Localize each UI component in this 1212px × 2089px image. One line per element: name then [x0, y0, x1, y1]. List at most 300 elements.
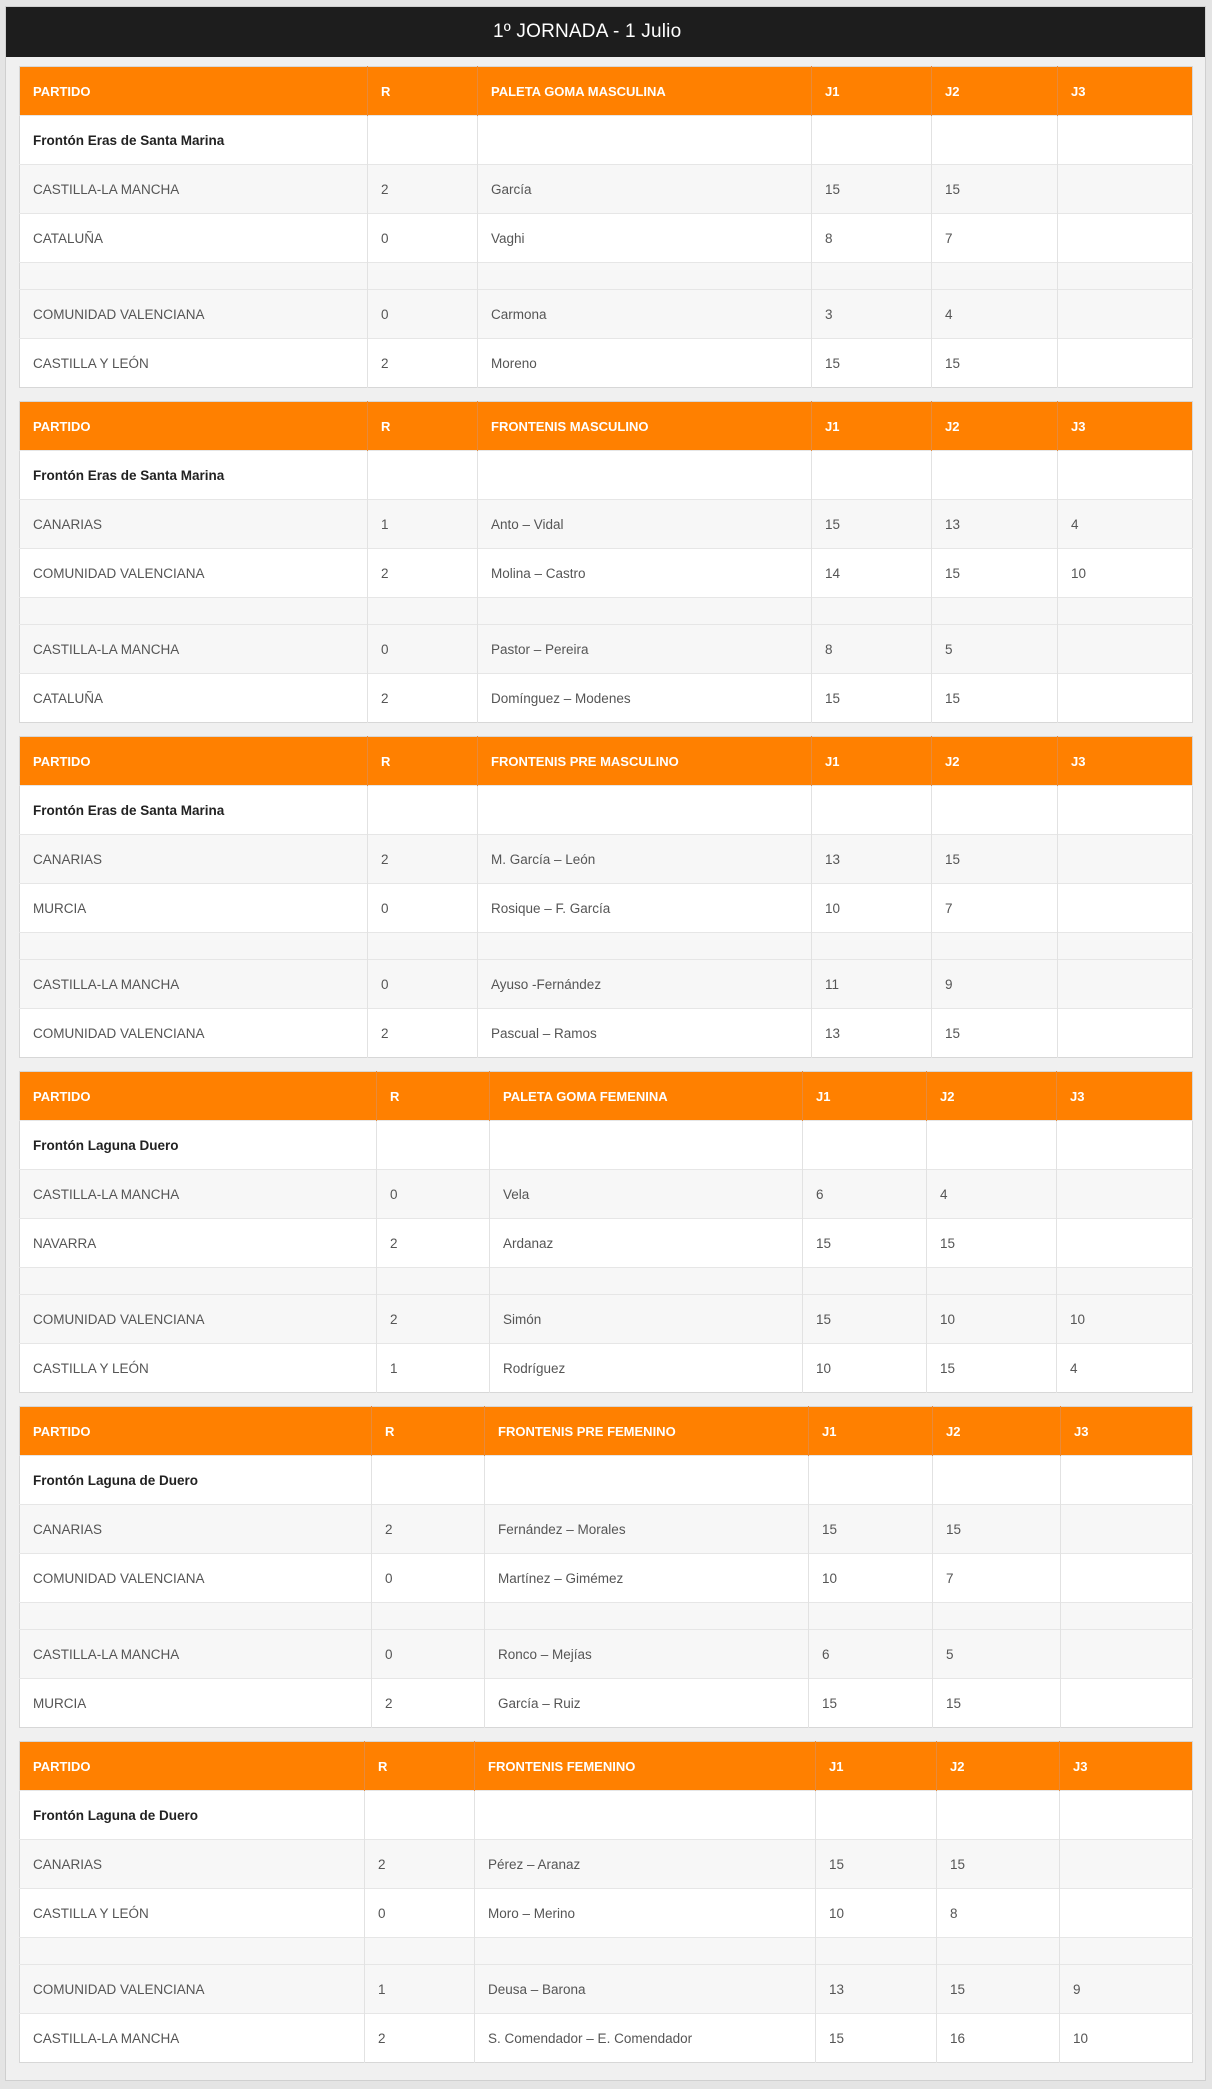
column-header-players: PALETA GOMA MASCULINA — [478, 67, 812, 116]
cell-game1: 8 — [812, 625, 932, 674]
spacer-row — [20, 933, 1193, 960]
empty-cell — [485, 1456, 809, 1505]
empty-cell — [812, 933, 932, 960]
column-header-game1: J1 — [816, 1742, 937, 1791]
table-row — [20, 884, 1193, 933]
cell-result: 2 — [372, 1679, 485, 1728]
spacer-row — [20, 1603, 1193, 1630]
cell-team: CASTILLA-LA MANCHA — [20, 2014, 365, 2063]
empty-cell — [372, 1603, 485, 1630]
cell-game1: 13 — [812, 1009, 932, 1058]
cell-game2: 10 — [927, 1295, 1057, 1344]
cell-players: Rosique – F. García — [478, 884, 812, 933]
cell-game3: 9 — [1060, 1965, 1193, 2014]
header-row — [20, 402, 1193, 451]
venue-row — [20, 786, 1193, 835]
cell-game2: 15 — [937, 1840, 1060, 1889]
empty-cell — [1058, 598, 1193, 625]
empty-cell — [1058, 116, 1193, 165]
empty-cell — [932, 598, 1058, 625]
empty-cell — [368, 933, 478, 960]
cell-game1: 13 — [812, 835, 932, 884]
cell-players: Simón — [490, 1295, 803, 1344]
cell-team: CASTILLA-LA MANCHA — [20, 960, 368, 1009]
cell-game2: 9 — [932, 960, 1058, 1009]
cell-game3 — [1061, 1630, 1193, 1679]
cell-game2: 15 — [927, 1344, 1057, 1393]
empty-cell — [475, 1938, 816, 1965]
empty-cell — [937, 1938, 1060, 1965]
column-header-game1: J1 — [812, 737, 932, 786]
spacer-row — [20, 263, 1193, 290]
cell-result: 2 — [368, 165, 478, 214]
cell-team: CASTILLA-LA MANCHA — [20, 1630, 372, 1679]
column-header-result: R — [368, 67, 478, 116]
cell-players: S. Comendador – E. Comendador — [475, 2014, 816, 2063]
table-row — [20, 1840, 1193, 1889]
cell-result: 0 — [372, 1630, 485, 1679]
cell-game2: 16 — [937, 2014, 1060, 2063]
empty-cell — [377, 1121, 490, 1170]
column-header-team: PARTIDO — [20, 1407, 372, 1456]
cell-team: COMUNIDAD VALENCIANA — [20, 1965, 365, 2014]
empty-cell — [20, 598, 368, 625]
cell-game3 — [1058, 290, 1193, 339]
table-row — [20, 290, 1193, 339]
cell-result: 0 — [365, 1889, 475, 1938]
column-header-game2: J2 — [932, 67, 1058, 116]
empty-cell — [927, 1121, 1057, 1170]
cell-game3 — [1057, 1219, 1193, 1268]
cell-team: COMUNIDAD VALENCIANA — [20, 290, 368, 339]
table-row — [20, 2014, 1193, 2063]
table-row — [20, 674, 1193, 723]
cell-team: COMUNIDAD VALENCIANA — [20, 549, 368, 598]
empty-cell — [812, 451, 932, 500]
cell-game3 — [1058, 625, 1193, 674]
empty-cell — [20, 1603, 372, 1630]
spacer-row — [20, 598, 1193, 625]
venue-row — [20, 1121, 1193, 1170]
cell-game3 — [1061, 1554, 1193, 1603]
cell-game2: 7 — [932, 884, 1058, 933]
empty-cell — [490, 1268, 803, 1295]
venue-name: Frontón Eras de Santa Marina — [20, 451, 368, 500]
cell-players: Deusa – Barona — [475, 1965, 816, 2014]
table-row — [20, 1889, 1193, 1938]
results-table — [19, 66, 1193, 388]
empty-cell — [20, 1268, 377, 1295]
column-header-result: R — [372, 1407, 485, 1456]
cell-game2: 5 — [933, 1630, 1061, 1679]
header-row — [20, 67, 1193, 116]
cell-team: CASTILLA-LA MANCHA — [20, 625, 368, 674]
cell-game3 — [1058, 214, 1193, 263]
column-header-players: FRONTENIS FEMENINO — [475, 1742, 816, 1791]
cell-game3 — [1058, 165, 1193, 214]
cell-game3 — [1058, 884, 1193, 933]
empty-cell — [1057, 1268, 1193, 1295]
empty-cell — [490, 1121, 803, 1170]
cell-game2: 15 — [927, 1219, 1057, 1268]
cell-game1: 6 — [803, 1170, 927, 1219]
column-header-game1: J1 — [809, 1407, 933, 1456]
cell-game3 — [1058, 674, 1193, 723]
header-row — [20, 1072, 1193, 1121]
table-row — [20, 1344, 1193, 1393]
table-row — [20, 214, 1193, 263]
cell-result: 2 — [368, 339, 478, 388]
empty-cell — [932, 116, 1058, 165]
venue-row — [20, 451, 1193, 500]
cell-result: 0 — [377, 1170, 490, 1219]
empty-cell — [485, 1603, 809, 1630]
empty-cell — [812, 786, 932, 835]
cell-team: MURCIA — [20, 884, 368, 933]
empty-cell — [478, 786, 812, 835]
cell-players: Carmona — [478, 290, 812, 339]
empty-cell — [478, 598, 812, 625]
cell-players: Anto – Vidal — [478, 500, 812, 549]
empty-cell — [803, 1121, 927, 1170]
column-header-result: R — [365, 1742, 475, 1791]
column-header-players: PALETA GOMA FEMENINA — [490, 1072, 803, 1121]
cell-game3 — [1061, 1505, 1193, 1554]
venue-row — [20, 116, 1193, 165]
column-header-game2: J2 — [933, 1407, 1061, 1456]
cell-game1: 10 — [809, 1554, 933, 1603]
cell-result: 0 — [368, 290, 478, 339]
venue-name: Frontón Eras de Santa Marina — [20, 786, 368, 835]
cell-game2: 4 — [927, 1170, 1057, 1219]
cell-game1: 15 — [812, 165, 932, 214]
cell-result: 1 — [377, 1344, 490, 1393]
cell-game2: 15 — [932, 165, 1058, 214]
cell-team: CANARIAS — [20, 500, 368, 549]
cell-result: 2 — [368, 674, 478, 723]
column-header-game3: J3 — [1061, 1407, 1193, 1456]
empty-cell — [20, 1938, 365, 1965]
empty-cell — [368, 786, 478, 835]
empty-cell — [1058, 786, 1193, 835]
cell-game2: 8 — [937, 1889, 1060, 1938]
spacer-row — [20, 1268, 1193, 1295]
cell-game1: 10 — [812, 884, 932, 933]
empty-cell — [932, 933, 1058, 960]
cell-game3 — [1060, 1889, 1193, 1938]
table-row — [20, 1679, 1193, 1728]
column-header-result: R — [368, 737, 478, 786]
empty-cell — [927, 1268, 1057, 1295]
results-table — [19, 736, 1193, 1058]
cell-team: CANARIAS — [20, 1505, 372, 1554]
cell-team: COMUNIDAD VALENCIANA — [20, 1009, 368, 1058]
empty-cell — [475, 1791, 816, 1840]
column-header-players: FRONTENIS PRE MASCULINO — [478, 737, 812, 786]
empty-cell — [1057, 1121, 1193, 1170]
header-row — [20, 1742, 1193, 1791]
column-header-result: R — [377, 1072, 490, 1121]
cell-game3 — [1061, 1679, 1193, 1728]
cell-result: 2 — [368, 1009, 478, 1058]
cell-result: 0 — [368, 214, 478, 263]
table-row — [20, 835, 1193, 884]
cell-players: Pérez – Aranaz — [475, 1840, 816, 1889]
venue-name: Frontón Laguna de Duero — [20, 1456, 372, 1505]
cell-game3 — [1057, 1170, 1193, 1219]
empty-cell — [365, 1791, 475, 1840]
table-row — [20, 1554, 1193, 1603]
table-row — [20, 1630, 1193, 1679]
cell-game3: 10 — [1060, 2014, 1193, 2063]
empty-cell — [1058, 263, 1193, 290]
empty-cell — [812, 116, 932, 165]
column-header-game2: J2 — [937, 1742, 1060, 1791]
cell-players: García – Ruiz — [485, 1679, 809, 1728]
empty-cell — [368, 598, 478, 625]
column-header-game2: J2 — [932, 402, 1058, 451]
empty-cell — [1061, 1456, 1193, 1505]
table-row — [20, 1505, 1193, 1554]
column-header-players: FRONTENIS MASCULINO — [478, 402, 812, 451]
table-row — [20, 1295, 1193, 1344]
empty-cell — [377, 1268, 490, 1295]
cell-players: Vela — [490, 1170, 803, 1219]
empty-cell — [816, 1791, 937, 1840]
cell-players: Molina – Castro — [478, 549, 812, 598]
table-row — [20, 1219, 1193, 1268]
cell-game1: 15 — [812, 674, 932, 723]
results-table — [19, 1071, 1193, 1393]
empty-cell — [812, 598, 932, 625]
results-sections — [6, 57, 1205, 2063]
cell-players: Ronco – Mejías — [485, 1630, 809, 1679]
cell-result: 2 — [372, 1505, 485, 1554]
cell-players: Domínguez – Modenes — [478, 674, 812, 723]
cell-result: 2 — [365, 2014, 475, 2063]
cell-game1: 15 — [809, 1679, 933, 1728]
empty-cell — [368, 263, 478, 290]
column-header-game1: J1 — [812, 67, 932, 116]
empty-cell — [816, 1938, 937, 1965]
cell-players: Pastor – Pereira — [478, 625, 812, 674]
cell-team: CASTILLA Y LEÓN — [20, 339, 368, 388]
cell-result: 0 — [368, 884, 478, 933]
cell-team: CASTILLA-LA MANCHA — [20, 1170, 377, 1219]
cell-game1: 3 — [812, 290, 932, 339]
cell-game3: 10 — [1058, 549, 1193, 598]
cell-team: CASTILLA Y LEÓN — [20, 1344, 377, 1393]
table-row — [20, 165, 1193, 214]
cell-game1: 10 — [803, 1344, 927, 1393]
empty-cell — [937, 1791, 1060, 1840]
empty-cell — [809, 1603, 933, 1630]
results-table — [19, 401, 1193, 723]
cell-result: 2 — [377, 1219, 490, 1268]
column-header-team: PARTIDO — [20, 737, 368, 786]
column-header-game1: J1 — [803, 1072, 927, 1121]
cell-game2: 7 — [933, 1554, 1061, 1603]
table-row — [20, 1965, 1193, 2014]
cell-team: CASTILLA Y LEÓN — [20, 1889, 365, 1938]
empty-cell — [368, 116, 478, 165]
empty-cell — [812, 263, 932, 290]
cell-result: 2 — [368, 835, 478, 884]
cell-team: MURCIA — [20, 1679, 372, 1728]
empty-cell — [1060, 1938, 1193, 1965]
table-row — [20, 1009, 1193, 1058]
empty-cell — [478, 451, 812, 500]
cell-game2: 15 — [933, 1505, 1061, 1554]
column-header-result: R — [368, 402, 478, 451]
cell-game2: 4 — [932, 290, 1058, 339]
column-header-team: PARTIDO — [20, 1072, 377, 1121]
column-header-players: FRONTENIS PRE FEMENINO — [485, 1407, 809, 1456]
empty-cell — [1060, 1791, 1193, 1840]
empty-cell — [1061, 1603, 1193, 1630]
cell-game1: 15 — [812, 500, 932, 549]
table-row — [20, 1170, 1193, 1219]
cell-game2: 15 — [932, 339, 1058, 388]
empty-cell — [20, 933, 368, 960]
cell-result: 2 — [377, 1295, 490, 1344]
empty-cell — [803, 1268, 927, 1295]
empty-cell — [932, 263, 1058, 290]
cell-result: 2 — [365, 1840, 475, 1889]
venue-row — [20, 1791, 1193, 1840]
results-panel — [5, 6, 1206, 2081]
cell-result: 0 — [372, 1554, 485, 1603]
table-row — [20, 339, 1193, 388]
table-row — [20, 625, 1193, 674]
column-header-game3: J3 — [1060, 1742, 1193, 1791]
empty-cell — [20, 263, 368, 290]
cell-game1: 11 — [812, 960, 932, 1009]
cell-team: COMUNIDAD VALENCIANA — [20, 1295, 377, 1344]
cell-game2: 15 — [932, 549, 1058, 598]
cell-team: CATALUÑA — [20, 214, 368, 263]
cell-game2: 15 — [932, 1009, 1058, 1058]
empty-cell — [1058, 933, 1193, 960]
cell-game3: 10 — [1057, 1295, 1193, 1344]
cell-result: 1 — [365, 1965, 475, 2014]
table-row — [20, 960, 1193, 1009]
empty-cell — [932, 786, 1058, 835]
cell-game2: 15 — [937, 1965, 1060, 2014]
empty-cell — [478, 933, 812, 960]
cell-game1: 15 — [812, 339, 932, 388]
cell-game1: 13 — [816, 1965, 937, 2014]
cell-players: Pascual – Ramos — [478, 1009, 812, 1058]
cell-team: COMUNIDAD VALENCIANA — [20, 1554, 372, 1603]
cell-players: Vaghi — [478, 214, 812, 263]
column-header-game3: J3 — [1058, 402, 1193, 451]
column-header-team: PARTIDO — [20, 402, 368, 451]
cell-game3 — [1060, 1840, 1193, 1889]
cell-result: 1 — [368, 500, 478, 549]
header-row — [20, 1407, 1193, 1456]
empty-cell — [478, 116, 812, 165]
cell-game2: 5 — [932, 625, 1058, 674]
cell-game3 — [1058, 1009, 1193, 1058]
cell-players: Martínez – Gimémez — [485, 1554, 809, 1603]
empty-cell — [372, 1456, 485, 1505]
cell-game1: 15 — [816, 2014, 937, 2063]
cell-game1: 14 — [812, 549, 932, 598]
cell-game2: 15 — [932, 835, 1058, 884]
column-header-team: PARTIDO — [20, 67, 368, 116]
cell-players: Fernández – Morales — [485, 1505, 809, 1554]
cell-result: 0 — [368, 625, 478, 674]
column-header-team: PARTIDO — [20, 1742, 365, 1791]
cell-game2: 15 — [933, 1679, 1061, 1728]
cell-result: 2 — [368, 549, 478, 598]
cell-players: Ayuso -Fernández — [478, 960, 812, 1009]
empty-cell — [932, 451, 1058, 500]
empty-cell — [933, 1603, 1061, 1630]
venue-name: Frontón Laguna de Duero — [20, 1791, 365, 1840]
cell-game1: 15 — [803, 1295, 927, 1344]
cell-players: García — [478, 165, 812, 214]
cell-game3: 4 — [1058, 500, 1193, 549]
cell-game1: 15 — [816, 1840, 937, 1889]
empty-cell — [368, 451, 478, 500]
page-title: 1º JORNADA - 1 Julio — [6, 7, 1205, 57]
table-row — [20, 549, 1193, 598]
cell-players: M. García – León — [478, 835, 812, 884]
column-header-game2: J2 — [927, 1072, 1057, 1121]
cell-game1: 6 — [809, 1630, 933, 1679]
empty-cell — [933, 1456, 1061, 1505]
cell-game1: 10 — [816, 1889, 937, 1938]
cell-game1: 8 — [812, 214, 932, 263]
results-table — [19, 1741, 1193, 2063]
cell-team: CANARIAS — [20, 835, 368, 884]
empty-cell — [365, 1938, 475, 1965]
cell-players: Rodríguez — [490, 1344, 803, 1393]
spacer-row — [20, 1938, 1193, 1965]
empty-cell — [809, 1456, 933, 1505]
cell-players: Ardanaz — [490, 1219, 803, 1268]
cell-game1: 15 — [803, 1219, 927, 1268]
cell-game1: 15 — [809, 1505, 933, 1554]
cell-game3 — [1058, 835, 1193, 884]
cell-game3 — [1058, 960, 1193, 1009]
results-table — [19, 1406, 1193, 1728]
cell-team: CASTILLA-LA MANCHA — [20, 165, 368, 214]
empty-cell — [1058, 451, 1193, 500]
venue-row — [20, 1456, 1193, 1505]
cell-result: 0 — [368, 960, 478, 1009]
column-header-game3: J3 — [1057, 1072, 1193, 1121]
cell-game3 — [1058, 339, 1193, 388]
cell-game2: 13 — [932, 500, 1058, 549]
cell-players: Moro – Merino — [475, 1889, 816, 1938]
cell-team: CANARIAS — [20, 1840, 365, 1889]
table-row — [20, 500, 1193, 549]
column-header-game1: J1 — [812, 402, 932, 451]
column-header-game2: J2 — [932, 737, 1058, 786]
cell-game3: 4 — [1057, 1344, 1193, 1393]
column-header-game3: J3 — [1058, 67, 1193, 116]
venue-name: Frontón Eras de Santa Marina — [20, 116, 368, 165]
venue-name: Frontón Laguna Duero — [20, 1121, 377, 1170]
cell-team: NAVARRA — [20, 1219, 377, 1268]
cell-game2: 15 — [932, 674, 1058, 723]
header-row — [20, 737, 1193, 786]
cell-team: CATALUÑA — [20, 674, 368, 723]
cell-game2: 7 — [932, 214, 1058, 263]
